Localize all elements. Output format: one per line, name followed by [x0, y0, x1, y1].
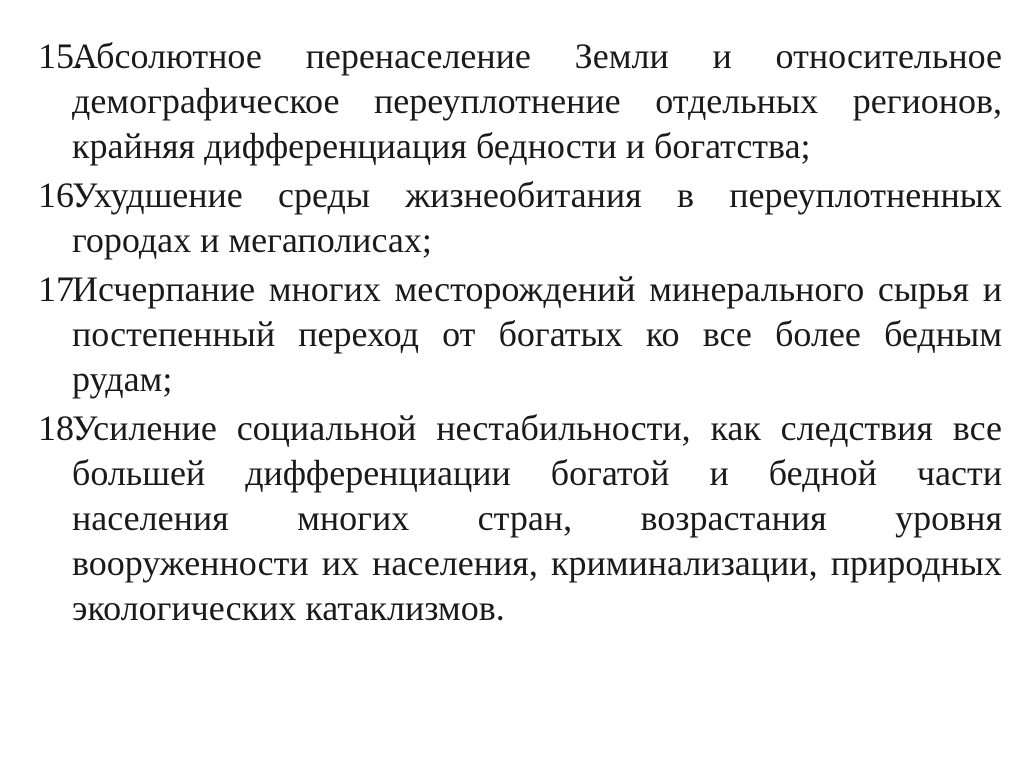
item-text: Ухудшение среды жизнеобитания в переуплотненных городах и мегаполисах; — [72, 175, 1002, 260]
item-text: Абсолютное перенаселение Земли и относительное демографическое переуплотнение отдельных регионов, крайняя дифференциация бедности и богатства; — [72, 36, 1002, 166]
item-number: 18. — [38, 408, 83, 448]
numbered-list — [38, 34, 1002, 635]
item-text: Усиление социальной нестабильности, как следствия все большей дифференциации богатой и бедной части населения многих стран, возрастания уровня вооруженности их населения, криминализации, природных экологических катаклизмов. — [72, 408, 1002, 628]
list-item-17 — [38, 267, 1002, 402]
item-number: 17. — [38, 269, 83, 309]
item-text: Исчерпание многих месторождений минерального сырья и постепенный переход от богатых ко все более бедным рудам; — [72, 269, 1002, 399]
list-item-15 — [38, 34, 1002, 169]
list-item-16 — [38, 173, 1002, 263]
item-number: 16. — [38, 175, 83, 215]
item-number: 15. — [38, 36, 83, 76]
list-item-18 — [38, 406, 1002, 631]
